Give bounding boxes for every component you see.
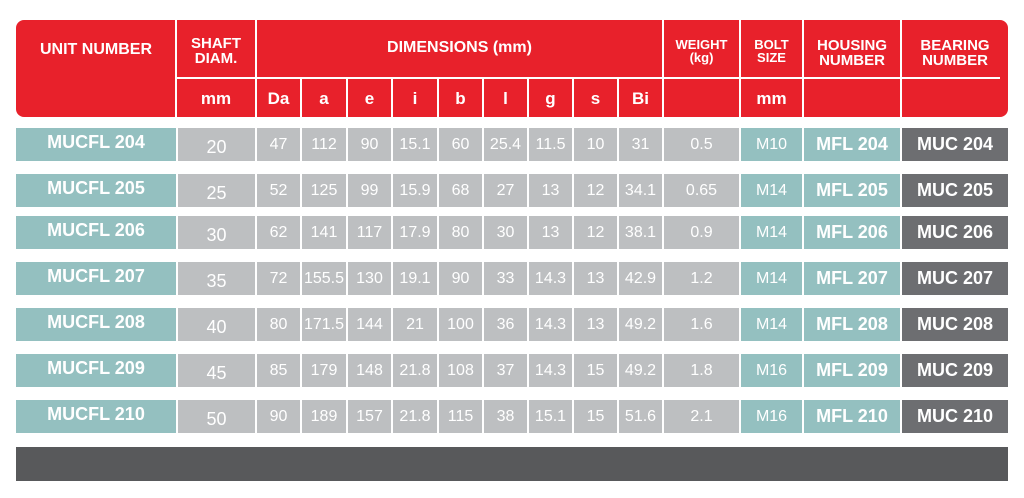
- weight-cell: 2.1: [664, 400, 739, 433]
- dim-l-cell: 38: [484, 400, 527, 433]
- dim-s-cell: 15: [574, 400, 617, 433]
- dim-g-cell: 14.3: [529, 262, 572, 295]
- bearing-number-cell: MUC 208: [902, 308, 1008, 341]
- dim-s-cell: 12: [574, 216, 617, 249]
- dim-da-cell: 80: [257, 308, 300, 341]
- header-divider: [662, 20, 664, 117]
- dim-g-cell: 14.3: [529, 308, 572, 341]
- header-bolt-size: [741, 38, 802, 64]
- unit-number-cell: MUCFL 209: [16, 354, 176, 387]
- bearing-number-cell: MUC 210: [902, 400, 1008, 433]
- dim-da-cell: 47: [257, 128, 300, 161]
- dim-a-cell: 125: [302, 174, 346, 207]
- dim-bi-cell: 49.2: [619, 308, 662, 341]
- dim-l-cell: 33: [484, 262, 527, 295]
- unit-number-cell: MUCFL 204: [16, 128, 176, 161]
- header-bearing-number: [902, 38, 1008, 68]
- header-shaft-unit: mm: [200, 89, 232, 108]
- header-divider: [802, 20, 804, 117]
- header-dim-e: e: [364, 89, 375, 108]
- dim-b-cell: 108: [439, 354, 482, 387]
- shaft-diam-cell: 35: [178, 262, 255, 295]
- header-bolt-line1: BOLT: [754, 37, 789, 52]
- dim-g-cell: 13: [529, 174, 572, 207]
- dim-g-cell: 15.1: [529, 400, 572, 433]
- weight-cell: 0.9: [664, 216, 739, 249]
- housing-number-cell: MFL 209: [804, 354, 900, 387]
- header-unit-number: UNIT NUMBER: [40, 41, 152, 58]
- housing-number-cell: MFL 207: [804, 262, 900, 295]
- dim-s-cell: 13: [574, 308, 617, 341]
- header-dim-g: g: [545, 89, 556, 108]
- dim-b-cell: 68: [439, 174, 482, 207]
- unit-number-cell: MUCFL 210: [16, 400, 176, 433]
- dim-a-cell: 171.5: [302, 308, 346, 341]
- weight-cell: 1.2: [664, 262, 739, 295]
- bolt-size-cell: M16: [741, 354, 802, 387]
- dim-a-cell: 179: [302, 354, 346, 387]
- shaft-diam-cell: 45: [178, 354, 255, 387]
- header-bolt-unit: mm: [756, 89, 787, 108]
- header-weight-line1: WEIGHT: [675, 37, 728, 52]
- dim-bi-cell: 49.2: [619, 354, 662, 387]
- table-row: [0, 400, 1024, 433]
- dim-a-cell: 112: [302, 128, 346, 161]
- dim-e-cell: 90: [348, 128, 391, 161]
- dim-l-cell: 25.4: [484, 128, 527, 161]
- dim-b-cell: 115: [439, 400, 482, 433]
- table-row: [0, 262, 1024, 295]
- housing-number-cell: MFL 204: [804, 128, 900, 161]
- unit-number-cell: MUCFL 205: [16, 174, 176, 207]
- header-divider: [900, 20, 902, 117]
- header-dim-da: Da: [267, 89, 290, 108]
- dim-i-cell: 17.9: [393, 216, 437, 249]
- shaft-diam-cell: 50: [178, 400, 255, 433]
- bolt-size-cell: M14: [741, 308, 802, 341]
- table-row: [0, 174, 1024, 207]
- weight-cell: 0.65: [664, 174, 739, 207]
- dim-b-cell: 60: [439, 128, 482, 161]
- header-shaft-line2: DIAM.: [194, 50, 238, 67]
- bolt-size-cell: M14: [741, 174, 802, 207]
- dim-i-cell: 21.8: [393, 400, 437, 433]
- dim-l-cell: 27: [484, 174, 527, 207]
- footer-bar: [16, 447, 1008, 481]
- dim-s-cell: 15: [574, 354, 617, 387]
- header-bearing-line2: NUMBER: [922, 52, 988, 69]
- header-dim-a: a: [319, 89, 329, 108]
- housing-number-cell: MFL 208: [804, 308, 900, 341]
- bearing-number-cell: MUC 209: [902, 354, 1008, 387]
- dim-s-cell: 10: [574, 128, 617, 161]
- dim-s-cell: 13: [574, 262, 617, 295]
- dim-e-cell: 117: [348, 216, 391, 249]
- dim-l-cell: 37: [484, 354, 527, 387]
- table-row: [0, 308, 1024, 341]
- table-row: [0, 128, 1024, 161]
- header-dim-i: i: [412, 89, 418, 108]
- bearing-number-cell: MUC 205: [902, 174, 1008, 207]
- dim-i-cell: 15.1: [393, 128, 437, 161]
- header-dim-l: l: [503, 89, 508, 108]
- unit-number-cell: MUCFL 206: [16, 216, 176, 249]
- dim-i-cell: 21.8: [393, 354, 437, 387]
- dim-g-cell: 11.5: [529, 128, 572, 161]
- header-dimensions: DIMENSIONS (mm): [387, 39, 532, 56]
- header-dim-b: b: [455, 89, 466, 108]
- dim-da-cell: 90: [257, 400, 300, 433]
- shaft-diam-cell: 25: [178, 174, 255, 207]
- header-housing-number: [804, 38, 900, 68]
- shaft-diam-cell: 40: [178, 308, 255, 341]
- dim-s-cell: 12: [574, 174, 617, 207]
- dim-i-cell: 21: [393, 308, 437, 341]
- dim-a-cell: 141: [302, 216, 346, 249]
- weight-cell: 0.5: [664, 128, 739, 161]
- dim-a-cell: 189: [302, 400, 346, 433]
- dim-bi-cell: 34.1: [619, 174, 662, 207]
- unit-number-cell: MUCFL 208: [16, 308, 176, 341]
- dim-g-cell: 14.3: [529, 354, 572, 387]
- dim-da-cell: 62: [257, 216, 300, 249]
- header-weight-line2: (kg): [689, 50, 714, 65]
- bolt-size-cell: M14: [741, 216, 802, 249]
- dim-bi-cell: 42.9: [619, 262, 662, 295]
- shaft-diam-cell: 20: [178, 128, 255, 161]
- dim-bi-cell: 31: [619, 128, 662, 161]
- dim-b-cell: 90: [439, 262, 482, 295]
- header-housing-line2: NUMBER: [819, 52, 885, 69]
- dim-b-cell: 80: [439, 216, 482, 249]
- housing-number-cell: MFL 210: [804, 400, 900, 433]
- dim-g-cell: 13: [529, 216, 572, 249]
- bolt-size-cell: M10: [741, 128, 802, 161]
- bearing-number-cell: MUC 204: [902, 128, 1008, 161]
- dim-i-cell: 15.9: [393, 174, 437, 207]
- bearing-number-cell: MUC 206: [902, 216, 1008, 249]
- weight-cell: 1.6: [664, 308, 739, 341]
- dim-e-cell: 130: [348, 262, 391, 295]
- header-dim-bi: Bi: [632, 89, 649, 108]
- header-housing-line1: HOUSING: [816, 37, 887, 54]
- dim-b-cell: 100: [439, 308, 482, 341]
- unit-number-cell: MUCFL 207: [16, 262, 176, 295]
- header-bolt-line2: SIZE: [757, 50, 786, 65]
- table-row: [0, 216, 1024, 249]
- header-shaft-line1: SHAFT: [191, 35, 241, 52]
- header-dim-s: s: [590, 89, 601, 108]
- dim-i-cell: 19.1: [393, 262, 437, 295]
- dim-e-cell: 99: [348, 174, 391, 207]
- dim-bi-cell: 38.1: [619, 216, 662, 249]
- dim-a-cell: 155.5: [302, 262, 346, 295]
- dim-da-cell: 85: [257, 354, 300, 387]
- header-shaft-diam: [177, 36, 255, 66]
- dim-l-cell: 30: [484, 216, 527, 249]
- dim-e-cell: 157: [348, 400, 391, 433]
- dim-bi-cell: 51.6: [619, 400, 662, 433]
- dim-e-cell: 148: [348, 354, 391, 387]
- dim-e-cell: 144: [348, 308, 391, 341]
- housing-number-cell: MFL 206: [804, 216, 900, 249]
- housing-number-cell: MFL 205: [804, 174, 900, 207]
- header-bearing-line1: BEARING: [920, 37, 990, 54]
- bolt-size-cell: M16: [741, 400, 802, 433]
- shaft-diam-cell: 30: [178, 216, 255, 249]
- dim-l-cell: 36: [484, 308, 527, 341]
- table-row: [0, 354, 1024, 387]
- weight-cell: 1.8: [664, 354, 739, 387]
- header-weight: [664, 38, 739, 64]
- bearing-number-cell: MUC 207: [902, 262, 1008, 295]
- dim-da-cell: 52: [257, 174, 300, 207]
- bolt-size-cell: M14: [741, 262, 802, 295]
- dim-da-cell: 72: [257, 262, 300, 295]
